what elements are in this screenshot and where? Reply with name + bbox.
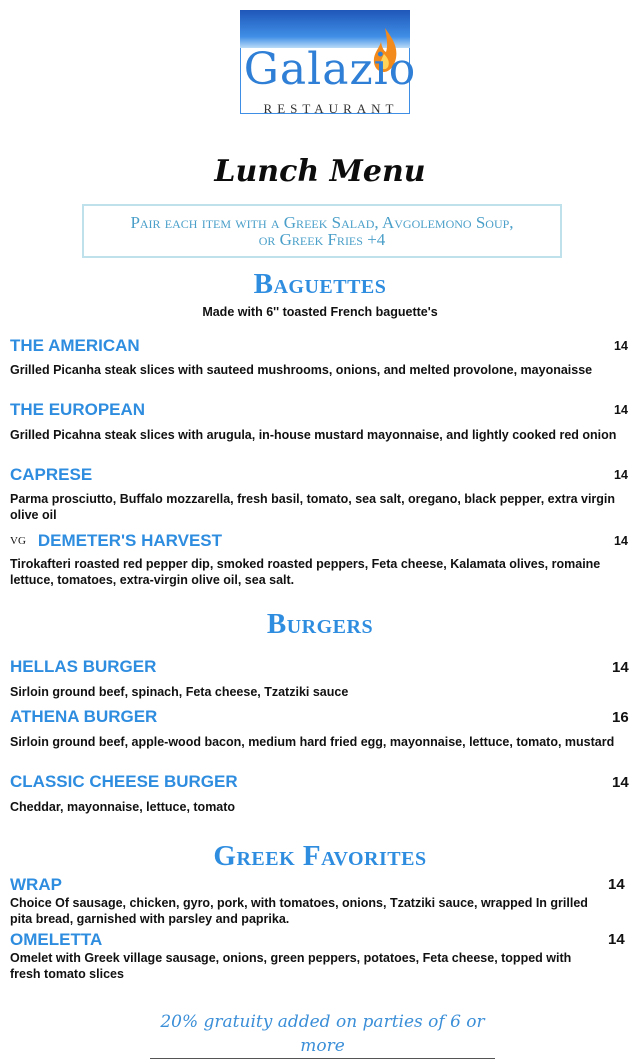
pairing-line-2: or Greek Fries +4 [258,230,386,249]
item-name-caprese: CAPRESE [10,465,93,484]
item-desc-classic-cheese-burger: Cheddar, mayonnaise, lettuce, tomato [10,800,236,814]
section-title-greek-favorites: Greek Favorites [213,840,427,872]
item-desc-wrap: Choice Of sausage, chicken, gyro, pork, with tomatoes, onions, Tzatziki sauce, wrapped In grilled pita bread, garnished with parsley and paprika. [10,896,588,926]
item-price-omeletta: 14 [608,931,625,948]
pairing-notice-box [82,204,562,258]
gratuity-note: 20% gratuity added on parties of 6 or more [150,1010,495,1059]
item-price-athena-burger: 16 [612,709,629,726]
item-name-omeletta: OMELETTA [10,930,103,949]
item-price-the-american: 14 [614,339,628,353]
logo-brand-name: Galazio [243,44,417,95]
item-name-demeters-harvest: DEMETER'S HARVEST [37,531,223,550]
item-desc-demeters-harvest: Tirokafteri roasted red pepper dip, smoked roasted peppers, Feta cheese, Kalamata olives, romaine lettuce, tomatoes, extra-virgin olive oil, sea salt. [10,557,601,587]
vegan-tag: VG [10,535,26,547]
restaurant-logo [234,10,424,116]
item-name-hellas-burger: HELLAS BURGER [10,657,157,676]
item-desc-caprese: Parma prosciutto, Buffalo mozzarella, fresh basil, tomato, sea salt, oregano, black pepper, extra virgin olive oil [10,492,616,522]
item-name-classic-cheese-burger: CLASSIC CHEESE BURGER [10,772,238,791]
item-desc-hellas-burger: Sirloin ground beef, spinach, Feta cheese, Tzatziki sauce [10,685,349,699]
item-name-the-american: THE AMERICAN [10,336,140,355]
pairing-line-1: Pair each item with a Greek Salad, Avgolemono Soup, [130,213,514,232]
item-name-the-european: THE EUROPEAN [10,400,146,419]
item-desc-athena-burger: Sirloin ground beef, apple-wood bacon, medium hard fried egg, mayonnaise, lettuce, tomato, mustard [10,735,615,749]
item-name-athena-burger: ATHENA BURGER [10,707,158,726]
item-price-wrap: 14 [608,876,625,893]
item-desc-the-european: Grilled Picahna steak slices with arugula, in-house mustard mayonnaise, and lightly cooked red onion [10,428,617,442]
logo-subtitle: RESTAURANT [263,101,399,116]
item-demeters-harvest [10,531,222,551]
item-price-the-european: 14 [614,403,628,417]
item-price-classic-cheese-burger: 14 [612,774,629,791]
item-price-hellas-burger: 14 [612,659,629,676]
menu-title: Lunch Menu [214,154,426,189]
item-price-demeters-harvest: 14 [614,534,628,548]
section-title-baguettes: Baguettes [253,268,387,300]
baguettes-note: Made with 6'' toasted French baguette's [202,305,438,319]
item-desc-omeletta: Omelet with Greek village sausage, onions, green peppers, potatoes, Feta cheese, topped with fresh tomato slices [10,951,572,981]
item-desc-the-american: Grilled Picanha steak slices with sauteed mushrooms, onions, and melted provolone, mayonaisse [10,363,593,377]
item-price-caprese: 14 [614,468,628,482]
section-title-burgers: Burgers [266,608,374,640]
item-name-wrap: WRAP [10,875,62,894]
